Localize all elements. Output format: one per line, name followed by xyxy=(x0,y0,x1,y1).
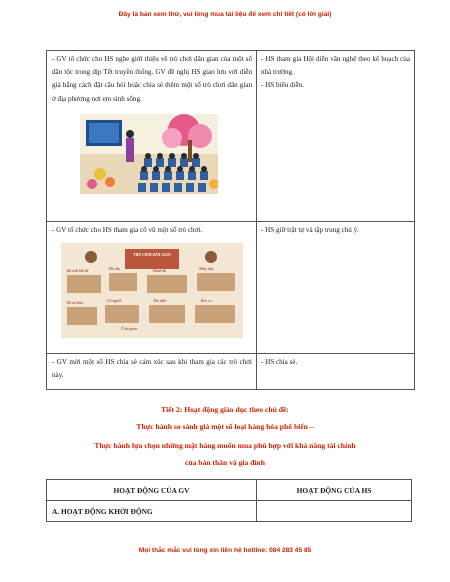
table-row xyxy=(47,51,415,222)
collage-label: Bịt mắt bắt dê xyxy=(67,269,89,274)
hotline-banner: Mọi thắc mắc vui lòng xin liên hệ hotline: 084 283 45 85 xyxy=(138,547,312,554)
teacher-activity-text: - GV mời một số HS chia sẻ cảm xúc sau khi tham gia các trò chơi này. xyxy=(52,358,252,380)
collage-label: Thả diều xyxy=(153,299,167,304)
student-activity-cell xyxy=(257,222,415,354)
column-header-hs: HOẠT ĐỘNG CỦA HS xyxy=(257,480,412,501)
teacher-activity-cell xyxy=(47,354,257,390)
activity-table xyxy=(46,50,415,390)
empty-cell xyxy=(257,501,412,522)
teacher-activity-text: - GV tổ chức cho HS nghe giới thiệu về trò chơi dân gian của một số dân tộc trong dịp Tết truyền thống. GV đề nghị HS giao lưu với diễn giả bằng cách đặt câu hỏi hoặc chia sẻ thêm một số trò chơi dân gian ở địa phương nơi em sinh sống. xyxy=(52,55,252,103)
collage-label: Đá cầu xyxy=(109,267,121,272)
preview-notice-banner: Đây là bản xem thử, vui lòng mua tài liệu để xem chi tiết (có lời giải) xyxy=(118,11,332,18)
table-row xyxy=(47,501,412,522)
student-activity-text: - HS biểu diễn. xyxy=(261,81,304,90)
teacher-activity-text: - GV tổ chức cho HS tham gia cổ vũ một số trò chơi. xyxy=(52,226,203,234)
lesson-subheading: của bản thân và gia đình xyxy=(185,458,265,467)
collage-label: Ô ăn quan xyxy=(121,327,138,332)
table-row xyxy=(47,354,415,390)
student-activity-cell xyxy=(257,51,415,222)
collage-label: Đánh đu xyxy=(153,269,167,274)
teacher-activity-cell xyxy=(47,51,257,222)
student-activity-text: - HS tham gia Hội diễn văn nghệ theo kế hoạch của nhà trường. xyxy=(261,55,410,77)
table-header-row xyxy=(47,480,412,501)
folk-games-collage xyxy=(61,243,243,338)
activity-header-table xyxy=(46,479,412,522)
lesson-subheading: Thực hành lựa chọn những mặt hàng muốn mua phù hợp với khả năng tài chính xyxy=(94,441,356,450)
collage-label: Nhảy dây xyxy=(199,267,214,272)
classroom-illustration xyxy=(80,114,218,194)
column-header-gv: HOẠT ĐỘNG CỦA GV xyxy=(47,480,257,501)
student-activity-text: - HS giữ trật tự và tập trung chú ý. xyxy=(261,226,359,234)
collage-label: Cờ người xyxy=(107,299,122,304)
student-activity-cell xyxy=(257,354,415,390)
collage-label: Đi cà kheo xyxy=(67,301,84,306)
collage-title: TRÒ CHƠI DÂN GIAN xyxy=(133,253,171,258)
student-activity-text: - HS chia sẻ. xyxy=(261,358,298,366)
lesson-subheading: Thực hành so sánh giá một số loại hàng hóa phổ biến – xyxy=(136,422,314,431)
lesson-heading: Tiết 2: Hoạt động giáo dục theo chủ đề: xyxy=(161,405,289,414)
teacher-activity-cell xyxy=(47,222,257,354)
section-title: A. HOẠT ĐỘNG KHỞI ĐỘNG xyxy=(47,501,257,522)
collage-label: Kéo co xyxy=(201,299,212,304)
table-row xyxy=(47,222,415,354)
